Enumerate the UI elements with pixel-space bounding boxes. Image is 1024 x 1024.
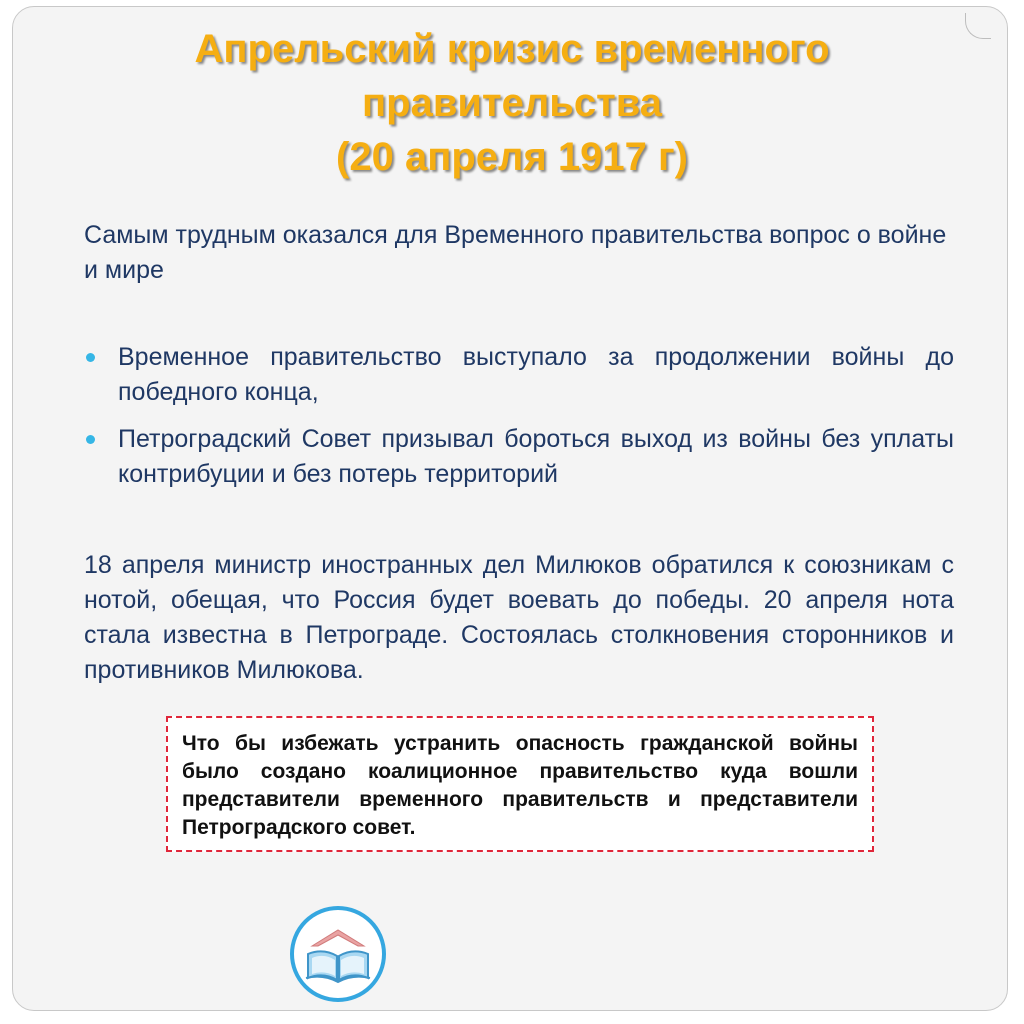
title-line-3: (20 апреля 1917 г) xyxy=(336,135,688,179)
main-paragraph: 18 апреля министр иностранных дел Милюков обратился к союзникам с нотой, обещая, что Россия будет воевать до победы. 20 апреля нота стала известна в Петрограде. Состоялась столкновения сторонников и противников Милюкова. xyxy=(84,551,954,684)
bullet-list xyxy=(84,340,954,504)
bullet-text-1: Временное правительство выступало за продолжении войны до победного конца, xyxy=(118,343,954,406)
intro-text: Самым трудным оказался для Временного правительства вопрос о войне и мире xyxy=(84,221,947,284)
book-icon xyxy=(290,906,386,1002)
bullet-dot-icon xyxy=(86,353,95,362)
bullet-dot-icon xyxy=(86,435,95,444)
note-text: Что бы избежать устранить опасность гражданской войны было создано коалиционное правительство куда вошли представители временного правительств и представители Петроградского совет. xyxy=(182,732,858,839)
title-line-2: правительства xyxy=(362,81,662,125)
bullet-text-2: Петроградский Совет призывал бороться выход из войны без уплаты контрибуции и без потерь территорий xyxy=(118,425,954,488)
list-item xyxy=(84,422,954,492)
page-corner-decoration xyxy=(965,13,991,39)
list-item xyxy=(84,340,954,410)
title-line-1: Апрельский кризис временного xyxy=(194,27,830,71)
slide-title xyxy=(100,22,924,184)
note-box xyxy=(166,716,874,852)
